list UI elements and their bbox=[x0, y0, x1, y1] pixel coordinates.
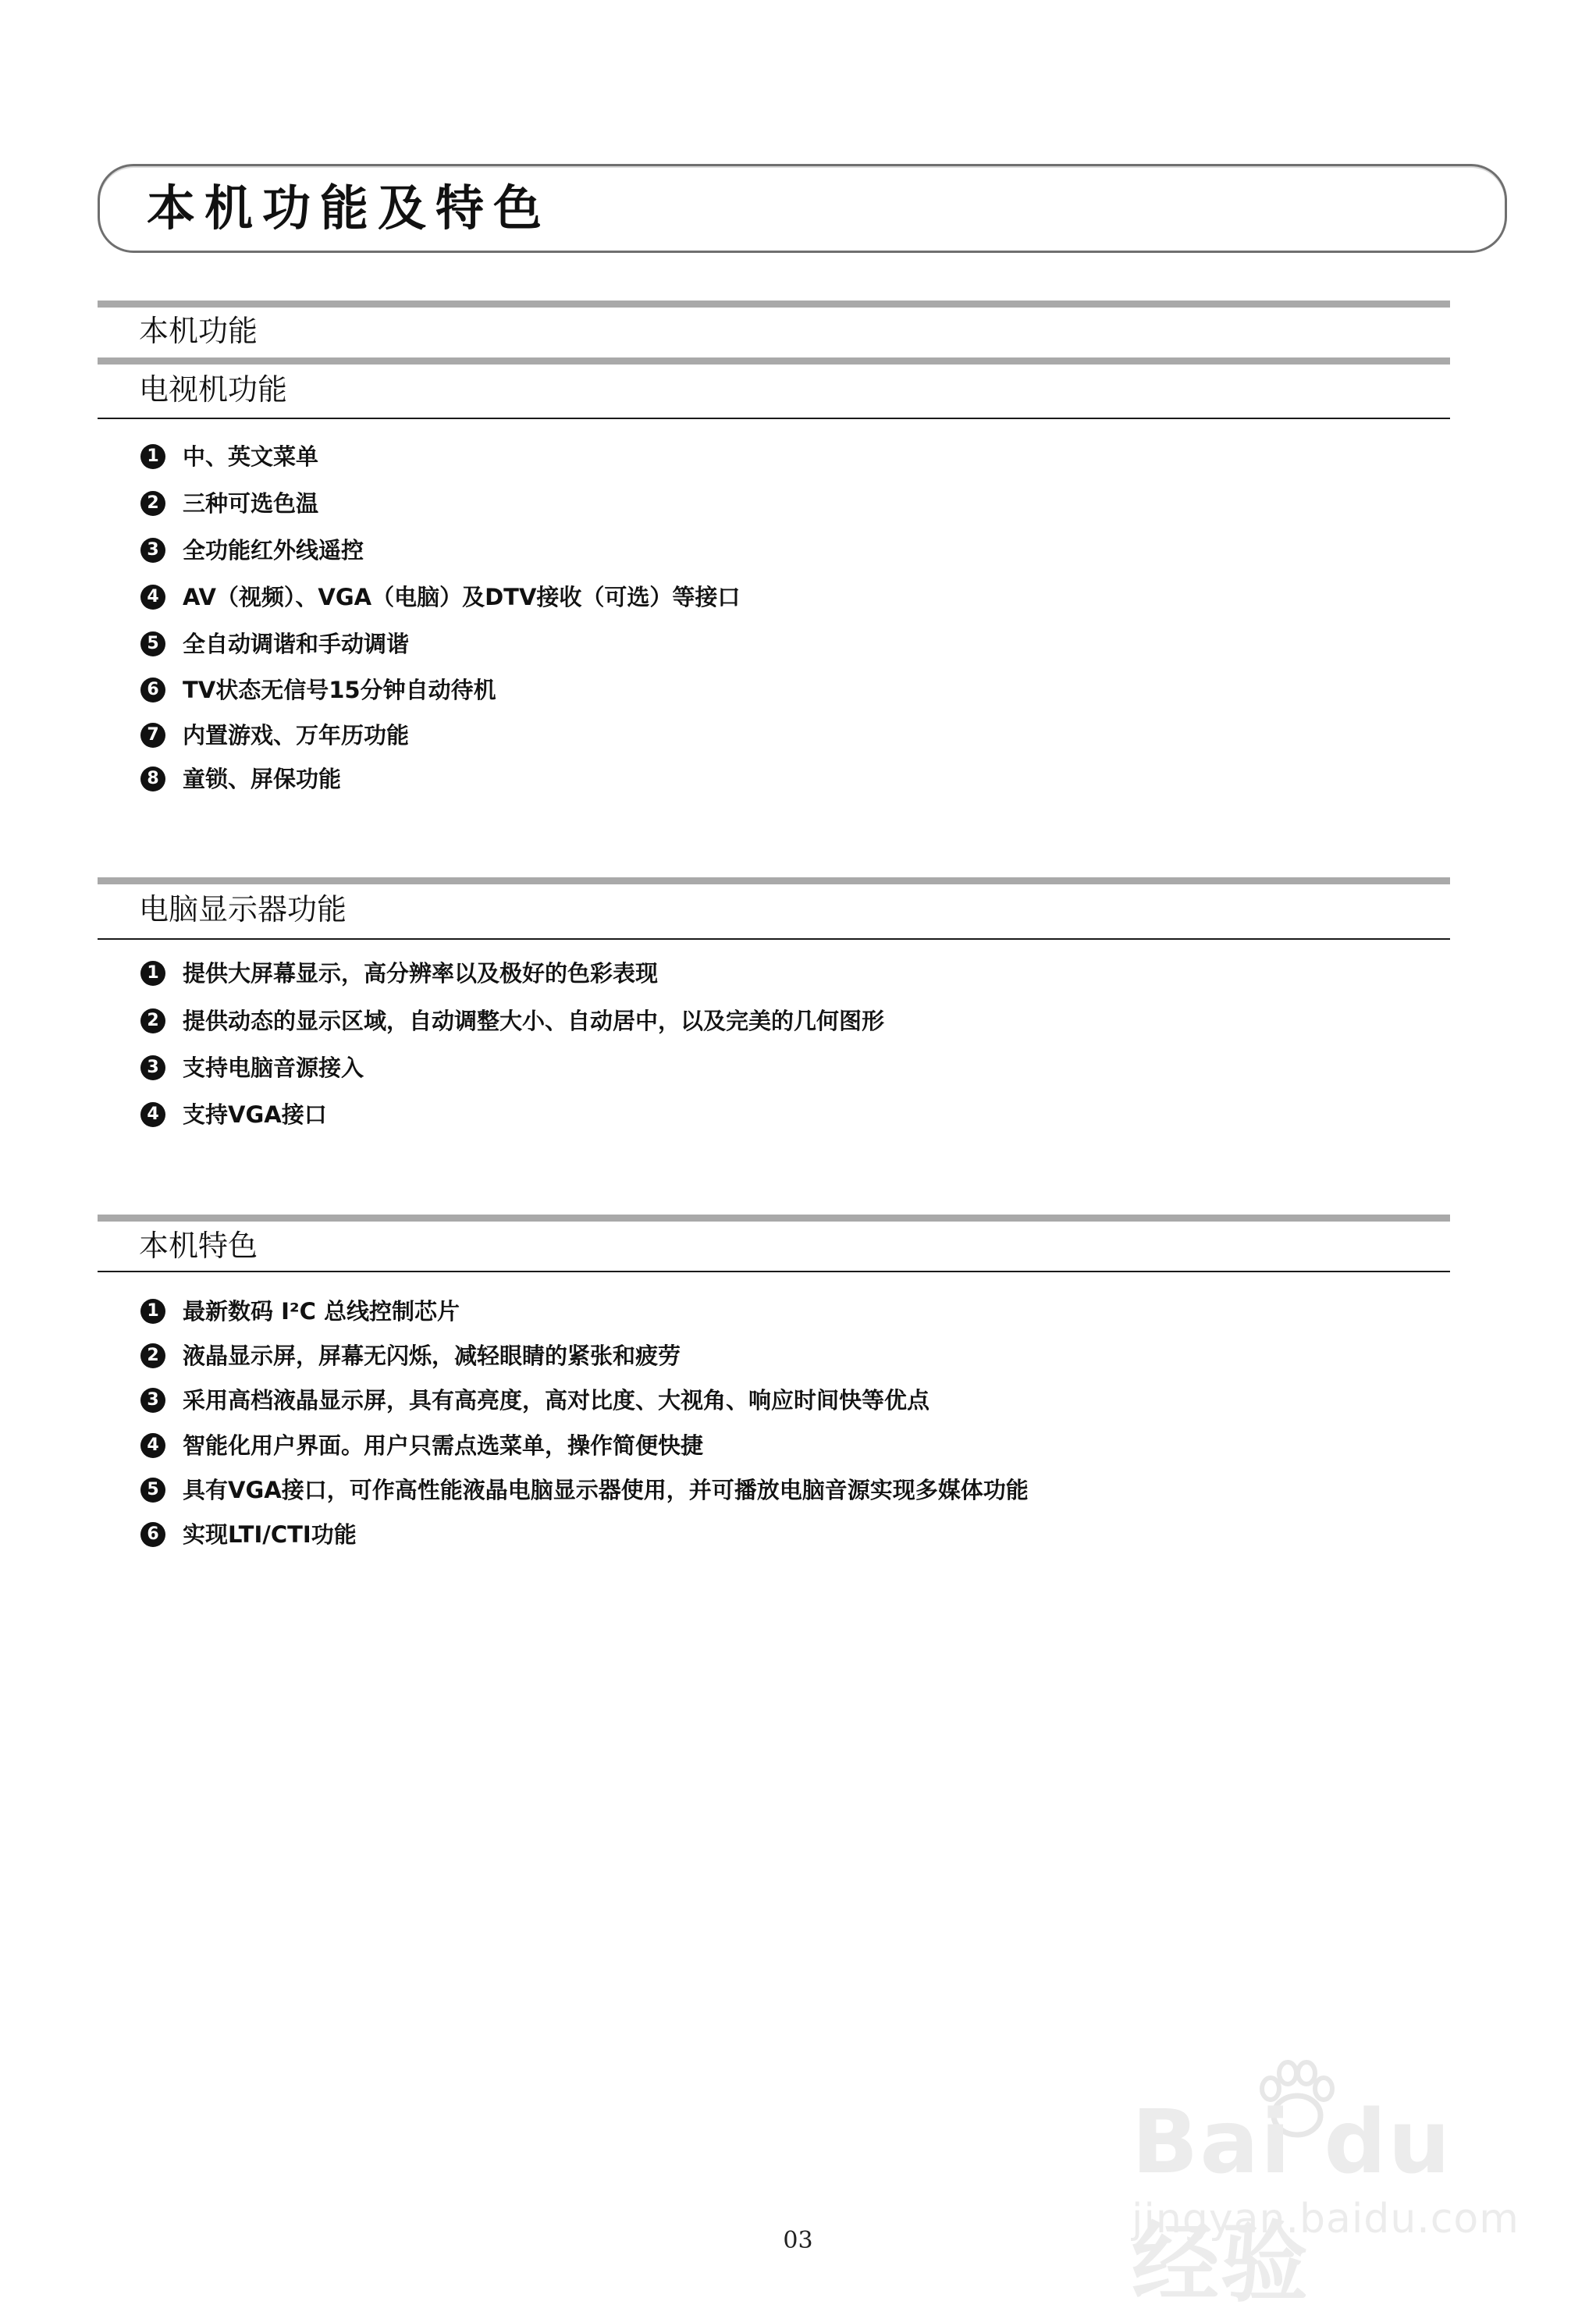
section-heading-features: 本机功能 bbox=[139, 314, 258, 348]
watermark-logo: Bai du 经验 bbox=[1132, 2092, 1452, 2314]
list-item bbox=[140, 1099, 327, 1130]
number-badge: 6 bbox=[140, 678, 165, 702]
list-item bbox=[140, 1474, 1029, 1506]
list-item-text: 提供大屏幕显示，高分辨率以及极好的色彩表现 bbox=[183, 960, 659, 987]
section-divider bbox=[98, 1215, 1450, 1222]
section-heading-tv: 电视机功能 bbox=[139, 372, 288, 407]
list-item bbox=[140, 441, 318, 472]
list-item bbox=[140, 1385, 930, 1416]
list-item-text: 实现LTI/CTI功能 bbox=[183, 1521, 357, 1548]
section-heading-monitor: 电脑显示器功能 bbox=[139, 892, 347, 927]
number-badge: 3 bbox=[140, 1388, 165, 1413]
list-item-text: 全功能红外线遥控 bbox=[183, 537, 364, 564]
list-item-text: 全自动调谐和手动调谐 bbox=[183, 631, 410, 657]
watermark-url: jingyan.baidu.com bbox=[1132, 2196, 1520, 2243]
list-item bbox=[140, 1005, 884, 1037]
number-badge: 2 bbox=[140, 491, 165, 516]
number-badge: 2 bbox=[140, 1008, 165, 1033]
paw-icon bbox=[1250, 2059, 1344, 2145]
list-item bbox=[140, 1519, 357, 1550]
section-divider bbox=[98, 877, 1450, 884]
list-item bbox=[140, 582, 740, 613]
list-item-text: 采用高档液晶显示屏，具有高亮度，高对比度、大视角、响应时间快等优点 bbox=[183, 1387, 930, 1414]
number-badge: 1 bbox=[140, 444, 165, 469]
number-badge: 1 bbox=[140, 1299, 165, 1324]
section-heading-highlights: 本机特色 bbox=[139, 1229, 258, 1263]
list-item-text: 提供动态的显示区域，自动调整大小、自动居中，以及完美的几何图形 bbox=[183, 1008, 885, 1034]
list-item bbox=[140, 1340, 681, 1371]
list-item bbox=[140, 763, 341, 795]
list-item-text: 支持电脑音源接入 bbox=[183, 1055, 364, 1081]
number-badge: 7 bbox=[140, 723, 165, 748]
list-item-text: 内置游戏、万年历功能 bbox=[183, 722, 410, 749]
list-item bbox=[140, 1052, 364, 1083]
number-badge: 5 bbox=[140, 1478, 165, 1503]
number-badge: 4 bbox=[140, 1433, 165, 1458]
number-badge: 4 bbox=[140, 1102, 165, 1127]
list-item bbox=[140, 958, 658, 989]
section-underline bbox=[98, 418, 1450, 419]
page-title-box bbox=[98, 164, 1507, 253]
watermark bbox=[1132, 2061, 1530, 2314]
list-item bbox=[140, 720, 409, 751]
number-badge: 6 bbox=[140, 1522, 165, 1547]
section-underline bbox=[98, 1271, 1450, 1272]
list-item bbox=[140, 488, 318, 519]
list-item-text: 具有VGA接口，可作高性能液晶电脑显示器使用，并可播放电脑音源实现多媒体功能 bbox=[183, 1477, 1029, 1503]
number-badge: 3 bbox=[140, 538, 165, 563]
list-item-text: 智能化用户界面。用户只需点选菜单，操作简便快捷 bbox=[183, 1432, 704, 1459]
list-item bbox=[140, 535, 364, 566]
page-title: 本机功能及特色 bbox=[147, 180, 552, 237]
list-item-text: TV状态无信号15分钟自动待机 bbox=[183, 677, 496, 703]
list-item bbox=[140, 1296, 460, 1327]
section-divider bbox=[98, 301, 1450, 308]
number-badge: 3 bbox=[140, 1055, 165, 1080]
list-item-text: 最新数码 I²C 总线控制芯片 bbox=[183, 1298, 460, 1325]
section-underline bbox=[98, 938, 1450, 940]
list-item-text: 液晶显示屏，屏幕无闪烁，减轻眼睛的紧张和疲劳 bbox=[183, 1343, 681, 1369]
list-item-text: 支持VGA接口 bbox=[183, 1101, 327, 1128]
list-item bbox=[140, 628, 409, 660]
list-item-text: AV（视频）、VGA（电脑）及DTV接收（可选）等接口 bbox=[183, 584, 741, 610]
number-badge: 1 bbox=[140, 961, 165, 986]
list-item-text: 中、英文菜单 bbox=[183, 443, 319, 470]
page-number: 03 bbox=[783, 2227, 813, 2254]
list-item-text: 三种可选色温 bbox=[183, 490, 319, 517]
list-item bbox=[140, 674, 496, 706]
number-badge: 4 bbox=[140, 585, 165, 610]
number-badge: 2 bbox=[140, 1343, 165, 1368]
number-badge: 8 bbox=[140, 766, 165, 791]
list-item-text: 童锁、屏保功能 bbox=[183, 766, 342, 792]
number-badge: 5 bbox=[140, 631, 165, 656]
section-divider bbox=[98, 357, 1450, 365]
list-item bbox=[140, 1430, 703, 1461]
